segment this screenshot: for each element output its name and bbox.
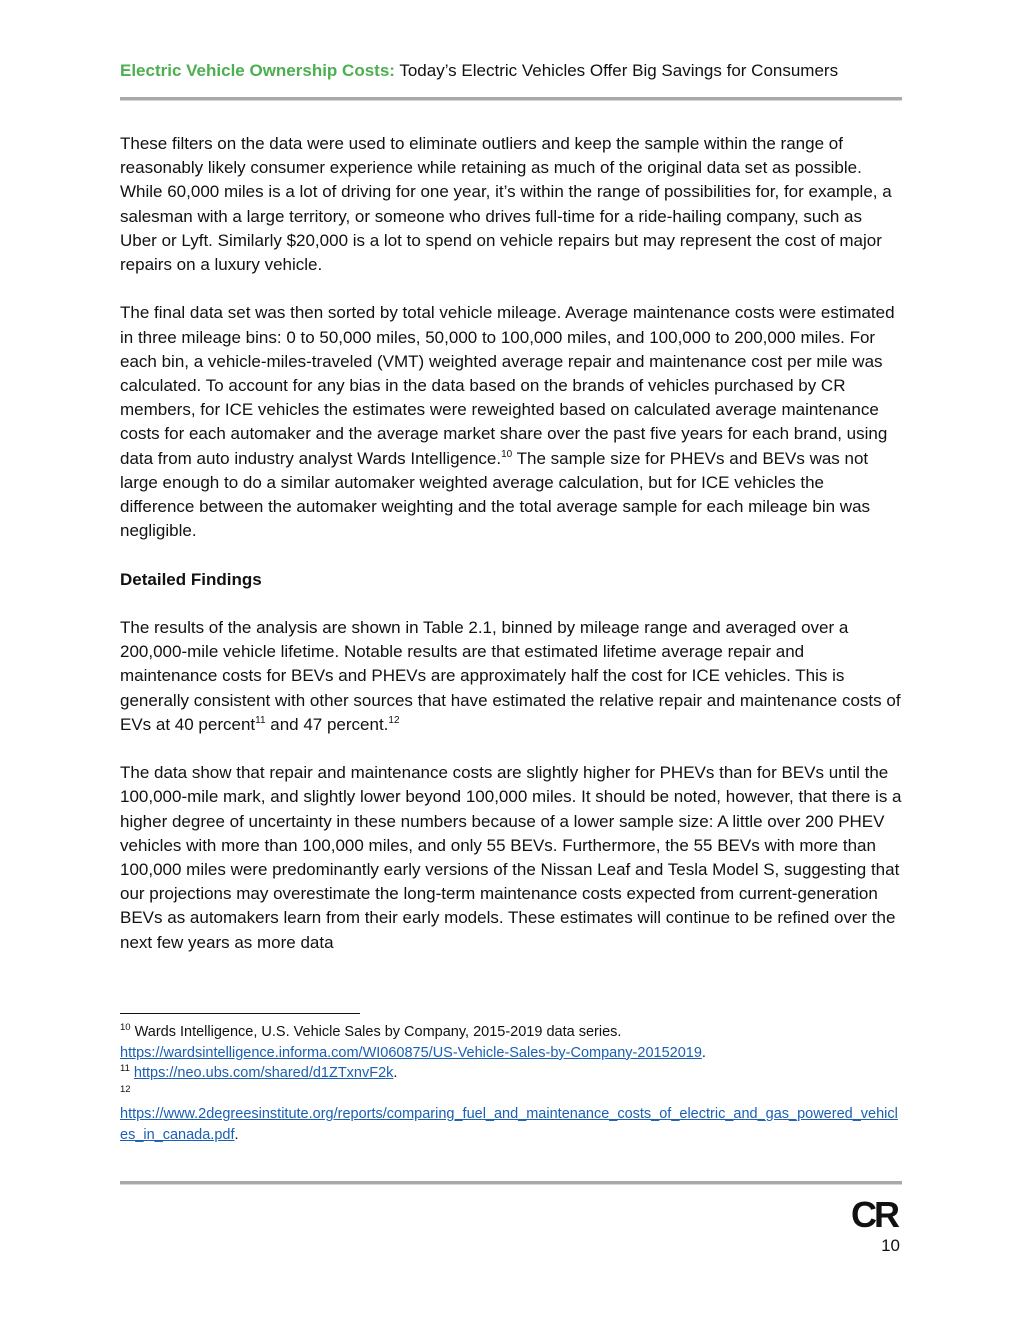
paragraph-2-text-a: The final data set was then sorted by total vehicle mileage. Average maintenance costs were estimated in three mileage bins: 0 to 50,000 miles, 50,000 to 100,000 miles, and 100,000 to 200,000 miles. For each bin, a vehicle-miles-traveled (VMT) weighted average repair and maintenance cost per mile was calculated. To account for any bias in the data based on the brands of vehicles purchased by CR members, for ICE vehicles the estimates were reweighted based on calculated average maintenance costs for each automaker and the average market share over the past five years for each brand, using data from auto industry analyst Wards Intelligence. bbox=[120, 303, 895, 468]
footnote-number: 10 bbox=[120, 1022, 131, 1033]
footnote-punct: . bbox=[234, 1126, 239, 1143]
footnote-link-12[interactable]: https://www.2degreesinstitute.org/reports/comparing_fuel_and_maintenance_costs_of_electric_and_gas_powered_vehicles_in_canada.pdf bbox=[120, 1106, 898, 1143]
paragraph-4: The data show that repair and maintenance costs are slightly higher for PHEVs than for BEVs until the 100,000-mile mark, and slightly lower beyond 100,000 miles. It should be noted, however, that there is a higher degree of uncertainty in these numbers because of a lower sample size: A little over 200 PHEV vehicles with more than 100,000 miles, and only 55 BEVs. Furthermore, the 55 BEVs with more than 100,000 miles were predominantly early versions of the Nissan Leaf and Tesla Model S, suggesting that our projections may overestimate the long-term maintenance costs expected from current-generation BEVs as automakers learn from their early models. These estimates will continue to be refined over the next few years as more data bbox=[120, 763, 902, 952]
footnote-12 bbox=[120, 1084, 902, 1146]
page-number: 10 bbox=[881, 1236, 900, 1255]
footnote-ref-12[interactable]: 12 bbox=[388, 714, 400, 726]
footer-rule bbox=[120, 1181, 902, 1185]
footnote-ref-10[interactable]: 10 bbox=[501, 448, 513, 460]
cr-logo bbox=[848, 1197, 900, 1231]
running-header bbox=[120, 60, 902, 82]
footnote-number: 11 bbox=[120, 1063, 130, 1074]
footnote-punct: . bbox=[393, 1065, 398, 1081]
paragraph-2-text-b: The sample size for PHEVs and BEVs was not large enough to do a similar automaker weighted average calculation, but for ICE vehicles the difference between the automaker weighting and the total average sample for each mileage bin was negligible. bbox=[120, 448, 871, 541]
footnotes bbox=[120, 1022, 902, 1145]
footnote-text: Wards Intelligence, U.S. Vehicle Sales by Company, 2015-2019 data series. bbox=[130, 1024, 622, 1040]
paragraph-3-text-a: The results of the analysis are shown in Table 2.1, binned by mileage range and averaged over a 200,000-mile vehicle lifetime. Notable results are that estimated lifetime average repair and maintenance costs for BEVs and PHEVs are approximately half the cost for ICE vehicles. This is generally consistent with other sources that have estimated the relative repair and maintenance costs of EVs at 40 percent bbox=[120, 618, 901, 734]
cr-logo-text: CR bbox=[851, 1197, 897, 1231]
header-title-bold: Electric Vehicle Ownership Costs: bbox=[120, 61, 395, 80]
paragraph-3 bbox=[120, 616, 902, 737]
paragraph-2 bbox=[120, 301, 902, 543]
header-title-rest: Today’s Electric Vehicles Offer Big Savings for Consumers bbox=[394, 61, 839, 80]
footnote-link-11[interactable]: https://neo.ubs.com/shared/d1ZTxnvF2k bbox=[133, 1065, 394, 1081]
footnote-link-10[interactable]: https://wardsintelligence.informa.com/WI060875/US-Vehicle-Sales-by-Company-20152019 bbox=[120, 1044, 702, 1061]
footnote-punct: . bbox=[701, 1044, 706, 1061]
section-heading: Detailed Findings bbox=[120, 569, 262, 589]
paragraph-1: These filters on the data were used to eliminate outliers and keep the sample within the range of reasonably likely consumer experience while retaining as much of the original data set as possible. While 60,000 miles is a lot of driving for one year, it’s within the range of possibilities for, for example, a salesman with a large territory, or someone who drives full-time for a ride-hailing company, such as Uber or Lyft. Similarly $20,000 is a lot to spend on vehicle repairs but may represent the cost of major repairs on a luxury vehicle. bbox=[120, 134, 892, 275]
footnote-10 bbox=[120, 1022, 902, 1063]
header-rule bbox=[120, 97, 902, 101]
footnote-11 bbox=[120, 1063, 902, 1084]
body-text bbox=[120, 132, 902, 979]
footnote-separator bbox=[120, 1013, 360, 1014]
footnote-number: 12 bbox=[120, 1083, 131, 1095]
footnote-ref-11[interactable]: 11 bbox=[255, 714, 266, 726]
paragraph-3-text-b: and 47 percent. bbox=[265, 714, 389, 734]
